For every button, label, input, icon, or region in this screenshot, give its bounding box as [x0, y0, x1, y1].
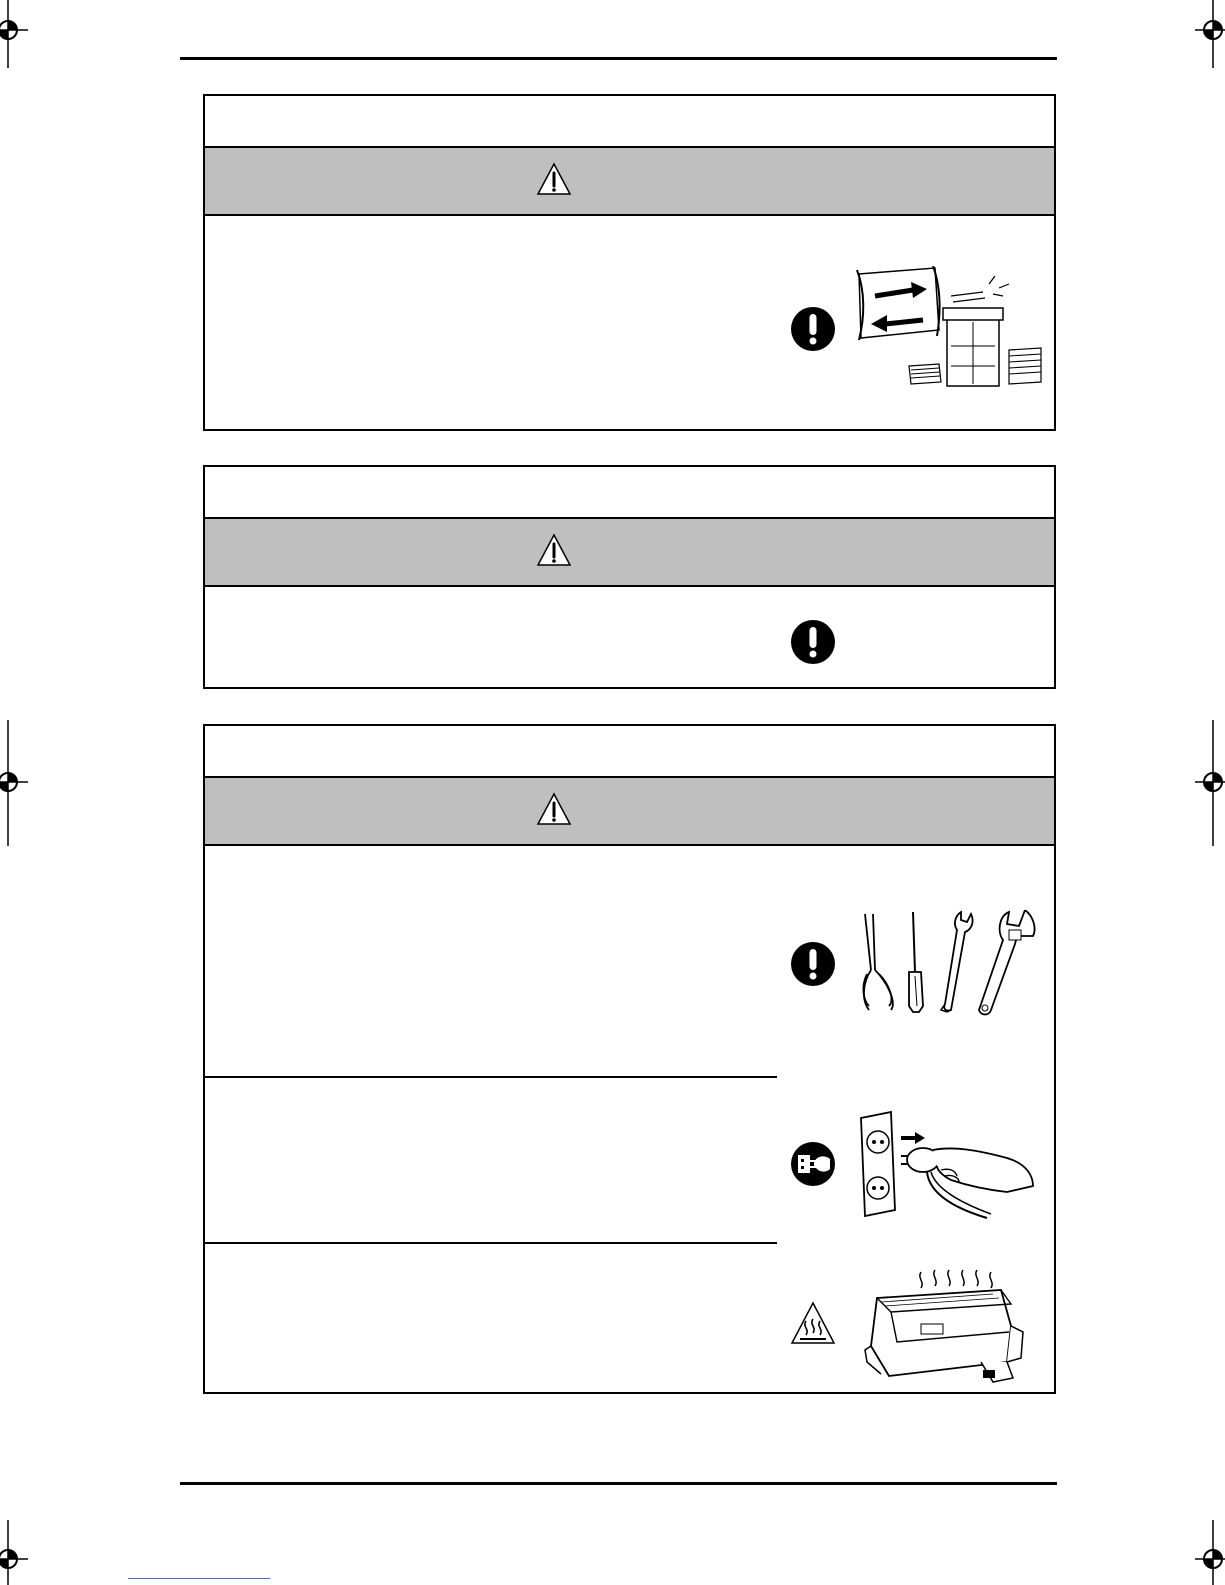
- unplug-mandatory-icon: [790, 1141, 836, 1187]
- caution-band: [205, 519, 1054, 587]
- caution-box-3: [203, 724, 1056, 1394]
- ventilation-copier-illustration-icon: [853, 266, 1043, 391]
- fusing-unit-illustration-icon: [861, 1266, 1041, 1391]
- mandatory-exclamation-icon: [790, 941, 836, 987]
- unplug-illustration-icon: [857, 1110, 1042, 1220]
- caution-box-body: [205, 846, 1054, 1396]
- caution-box-2: [203, 465, 1056, 689]
- crop-mark-top-left: [0, 0, 40, 70]
- caution-band: [205, 148, 1054, 216]
- caution-box-title-text: [205, 467, 1054, 495]
- hot-surface-warning-icon: [790, 1301, 836, 1345]
- tools-illustration-icon: [857, 910, 1042, 1020]
- caution-box-title: [205, 96, 1054, 148]
- warning-triangle-icon: [536, 792, 572, 826]
- caution-box-title: [205, 726, 1054, 778]
- mandatory-exclamation-icon: [790, 619, 836, 665]
- warning-triangle-icon: [536, 533, 572, 567]
- caution-box-1: [203, 94, 1056, 431]
- warning-triangle-icon: [536, 162, 572, 196]
- row-divider: [205, 1076, 777, 1078]
- crop-mark-bottom-right: [1185, 1520, 1225, 1585]
- crop-mark-top-right: [1185, 0, 1225, 70]
- header-rule: [180, 57, 1057, 60]
- caution-box-body: [205, 587, 1054, 691]
- crop-mark-mid-right: [1185, 720, 1225, 850]
- crop-mark-bottom-left: [0, 1520, 40, 1585]
- crop-mark-mid-left: [0, 720, 40, 850]
- caution-box-title: [205, 467, 1054, 519]
- caution-box-title-text: [205, 96, 1054, 124]
- row-divider: [205, 1242, 777, 1244]
- caution-box-body: [205, 216, 1054, 433]
- mandatory-exclamation-icon: [790, 306, 836, 352]
- caution-band: [205, 778, 1054, 846]
- bottom-link-underline[interactable]: [128, 1578, 270, 1579]
- caution-box-title-text: [205, 726, 1054, 754]
- footer-rule: [180, 1482, 1057, 1485]
